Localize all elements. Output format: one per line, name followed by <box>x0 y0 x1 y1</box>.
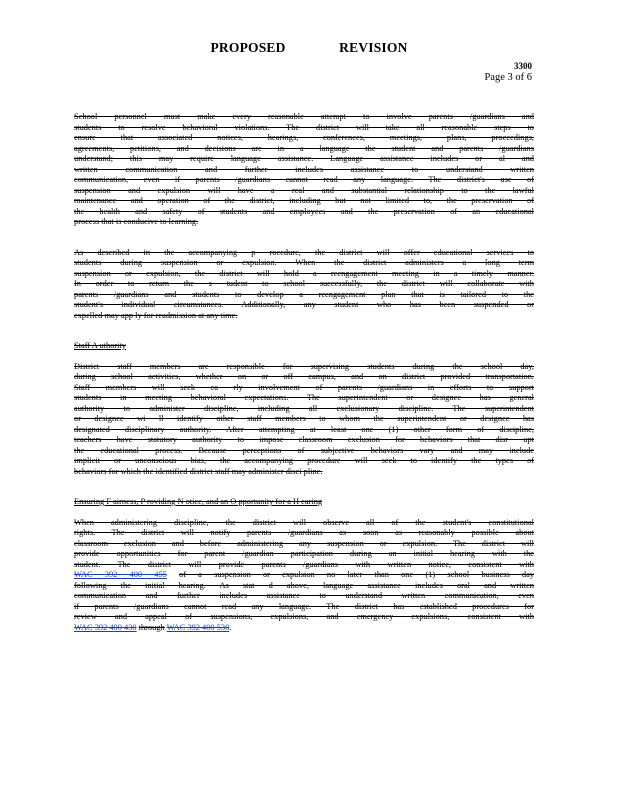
wac-link-430[interactable]: WAC 392 400 430 <box>74 622 137 632</box>
text-line: students during suspension or expulsion. When the district administers a long term <box>74 258 534 267</box>
paragraph-fairness-continued <box>74 581 534 623</box>
document-body <box>74 112 534 633</box>
text-line: maintenance and operation of the district, including but not limited to, the preservation of <box>74 196 534 205</box>
text-line: When administering discipline, the district will observe all of the student's constitutional <box>74 517 534 527</box>
text-line: classroom exclusion and before administering any suspension or expulsion. The district will <box>74 538 534 548</box>
text-line: during school activities, whether on or off campus, and on district provided transportation. <box>74 372 534 381</box>
text-line: agreements, petitions, and decisions are in a language the student and parents /guardians <box>74 143 534 153</box>
paragraph-fairness-line-wac455: WAC 392 400 455 of a suspension or expulsion no later than one (1) school business day <box>74 570 535 579</box>
text-line: suspension and expulsion will have a real and substantial relationship to the lawful <box>74 185 534 195</box>
paragraph-fairness-last-line: WAC 392 400 430 through WAC 392 400 530. <box>74 622 232 632</box>
text-line: provide opportunities for parent /guardian participation during an initial hearing with the <box>74 549 534 558</box>
text-line: the educational process. Because perceptions of subjective behaviors vary and may include <box>74 445 534 455</box>
paragraph-educational-services <box>74 248 534 322</box>
text-line: ensure that associated notices, hearings, conferences, meetings, plans, proceedings, <box>74 133 534 142</box>
text-line: As described in the accompanying p rocedure, the district will offer educational services to <box>74 247 534 257</box>
text-line: authority to administer discipline, including all exclusionary discipline. The superintendent <box>74 403 534 413</box>
text-line: student. The district will provide parents /guardians with written notice, consistent with <box>74 559 534 569</box>
page-title: PROPOSED REVISION <box>210 40 408 55</box>
section-heading-fairness: Ensuring F airness, P roviding N otice, and an O pportunity for a H earing <box>74 497 323 506</box>
text-line: implicit or unconscious bias, the accompanying procedure will seek to identify the types of <box>74 456 534 465</box>
text-line: parents /guardians and students to develop a reengagement plan that is tailored to the <box>74 289 534 299</box>
text-line: students to resolve behavioral violations. The district will take all reasonable steps to <box>74 122 534 132</box>
policy-code: 3300 <box>514 61 532 71</box>
text-line: designated disciplinary authority. After attempting at least one (1) other form of discipline, <box>74 424 534 434</box>
text-line: written communication and further includes assistance to understand written <box>74 164 534 174</box>
paragraph-fairness <box>74 518 534 571</box>
text-line: In order to return the s tudent to school successfully, the district will collaborate with <box>74 279 534 288</box>
text-line: students in meeting behavioral expectations. The superintendent or designee has general <box>74 393 534 402</box>
paragraph-involvement <box>74 112 534 228</box>
text-line: following the initial hearing. As stat d above, language assistance includes oral and written <box>74 580 534 590</box>
wac-link-530[interactable]: WAC 392 400 530 <box>166 622 230 632</box>
text-line: rights. The district will notify parents /guardians as soon as reasonably possible about <box>74 528 534 537</box>
text-line: process that is conducive to learning. <box>74 217 199 226</box>
text-line: behaviors for which the identified district staff may administer disci pline. <box>74 466 323 476</box>
wac-link-455[interactable]: WAC 392 400 455 <box>74 570 167 579</box>
text-line: understand; this may require language assistance. Language assistance includes or al and <box>74 154 534 163</box>
text-line: District staff members are responsible for supervising students during the school day, <box>74 361 534 371</box>
text-line: suspension or expulsion, the district will hold a reengagement meeting in a timely manner. <box>74 268 534 278</box>
text-line: communication and further includes assistance to understand written communication, even <box>74 591 534 600</box>
text-line: School personnel must make every reasonable attempt to involve parents /guardians and <box>74 112 534 121</box>
paragraph-staff-authority <box>74 362 534 478</box>
text-line: the health and safety of students and employees and the preservation of an educational <box>74 206 534 216</box>
text-line: review and appeal of suspensions, expulsions, and emergency expulsions, consistent with <box>74 612 534 621</box>
text-line: teachers have statutory authority to impose classroom exclusion for behaviors that disr upt <box>74 435 534 444</box>
text-line: if parents /guardians cannot read any language. The district has established procedures for <box>74 601 534 611</box>
section-heading-staff-authority: Staff A uthority <box>74 341 126 350</box>
text-line: student's individual circumstances. Additionally, any student who has been suspended or <box>74 300 534 309</box>
text-line: expelled may app ly for readmission at any time. <box>74 310 238 320</box>
page-number: Page 3 of 6 <box>484 72 532 83</box>
text-line: communication, even if parents /guardians cannot read any language. The district's use of <box>74 175 534 184</box>
text-line: or designee wi ll identify other staff members to whom the superintendent or designee has <box>74 414 534 423</box>
text-line: Staff members will seek ea rly involvement of parents /guardians in efforts to support <box>74 382 534 392</box>
